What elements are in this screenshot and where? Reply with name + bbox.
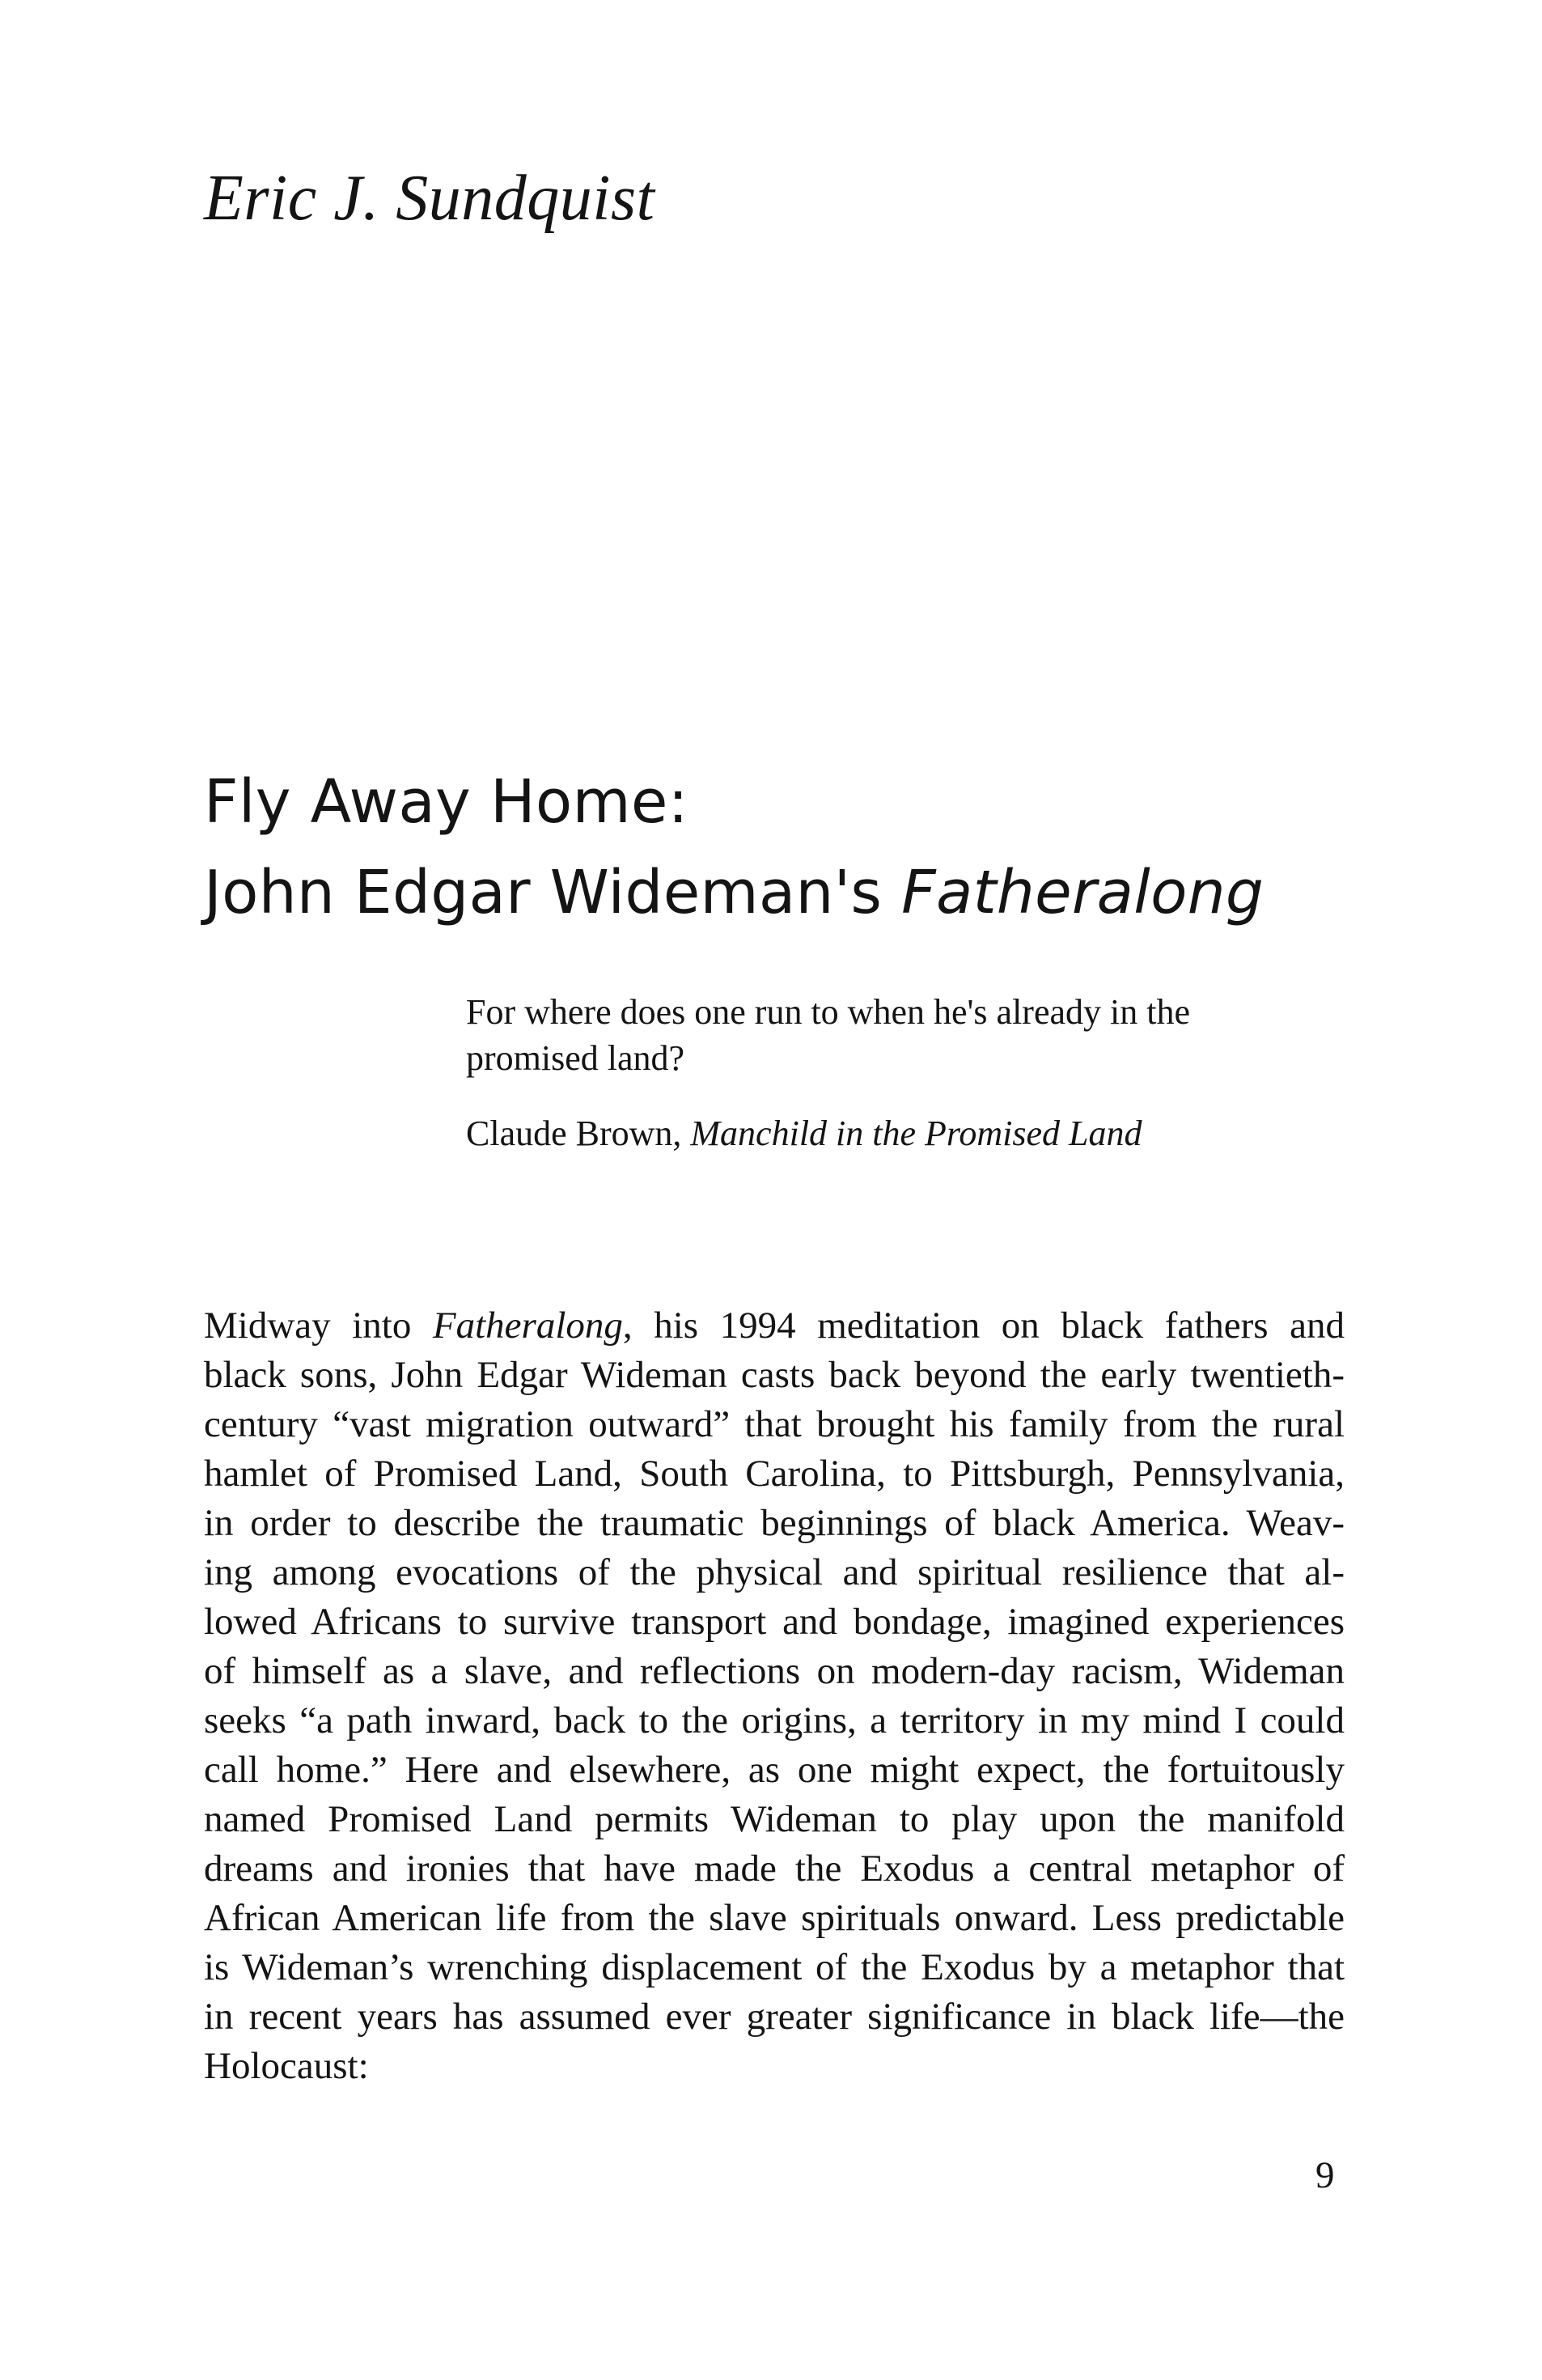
body-text-segment: century “vast migration outward” that brought his family from the rural	[204, 1403, 1345, 1445]
body-line	[204, 1597, 1345, 1647]
epigraph-attribution-work: Manchild in the Promised Land	[690, 1114, 1142, 1153]
body-line	[204, 1647, 1345, 1696]
body-line	[204, 2042, 1345, 2091]
body-text-segment: in recent years has assumed ever greater significance in black life—the	[204, 1996, 1345, 2038]
body-line	[204, 1400, 1345, 1449]
body-text-segment: black sons, John Edgar Wideman casts back beyond the early twentieth-	[204, 1354, 1345, 1396]
body-line	[204, 1992, 1345, 2042]
body-paragraph	[204, 1301, 1345, 2091]
body-text-segment: in order to describe the traumatic beginnings of black America. Weav-	[204, 1502, 1345, 1544]
body-text-segment: named Promised Land permits Wideman to play upon the manifold	[204, 1798, 1345, 1840]
body-text-segment: dreams and ironies that have made the Exodus a central metaphor of	[204, 1848, 1345, 1890]
epigraph	[466, 989, 1324, 1153]
body-text-segment: Holocaust:	[204, 2045, 369, 2087]
body-text-segment: seeks “a path inward, back to the origins, a territory in my mind I could	[204, 1699, 1345, 1742]
body-text-segment: is Wideman’s wrenching displacement of the Exodus by a metaphor that	[204, 1946, 1345, 1988]
body-text-segment: of himself as a slave, and reflections on modern-day racism, Wideman	[204, 1650, 1345, 1692]
body-text-segment: , his 1994 meditation on black fathers and	[622, 1305, 1345, 1347]
title-line-2	[204, 847, 1264, 938]
article-title	[204, 757, 1264, 938]
epigraph-quote: For where does one run to when he's already in the promised land?	[466, 992, 1190, 1078]
body-line	[204, 1795, 1345, 1844]
body-text-segment: lowed Africans to survive transport and bondage, imagined experiences	[204, 1601, 1345, 1643]
author-running-head: Eric J. Sundquist	[204, 163, 655, 234]
body-line	[204, 1548, 1345, 1597]
body-book-title: Fatheralong	[432, 1305, 623, 1347]
body-text-segment: hamlet of Promised Land, South Carolina, to Pittsburgh, Pennsylvania,	[204, 1453, 1345, 1495]
body-line	[204, 1301, 1345, 1351]
body-line	[204, 1746, 1345, 1795]
body-text-segment: ing among evocations of the physical and spiritual resilience that al-	[204, 1551, 1345, 1593]
body-text-segment: African American life from the slave spirituals onward. Less predictable	[204, 1897, 1345, 1939]
body-line	[204, 1696, 1345, 1746]
body-text-segment: call home.” Here and elsewhere, as one might expect, the fortuitously	[204, 1749, 1345, 1791]
body-text-segment: Midway into	[204, 1305, 433, 1347]
body-line	[204, 1449, 1345, 1499]
page-number: 9	[1315, 2154, 1335, 2196]
body-line	[204, 1894, 1345, 1943]
body-line	[204, 1943, 1345, 1992]
title-book-name: Fatheralong	[901, 858, 1265, 927]
title-line-2-prefix: John Edgar Wideman's	[204, 858, 902, 927]
body-line	[204, 1844, 1345, 1894]
epigraph-attribution	[466, 1110, 1142, 1156]
epigraph-attribution-author: Claude Brown,	[466, 1114, 691, 1153]
title-line-1: Fly Away Home:	[204, 767, 688, 837]
body-line	[204, 1499, 1345, 1548]
body-line	[204, 1351, 1345, 1400]
